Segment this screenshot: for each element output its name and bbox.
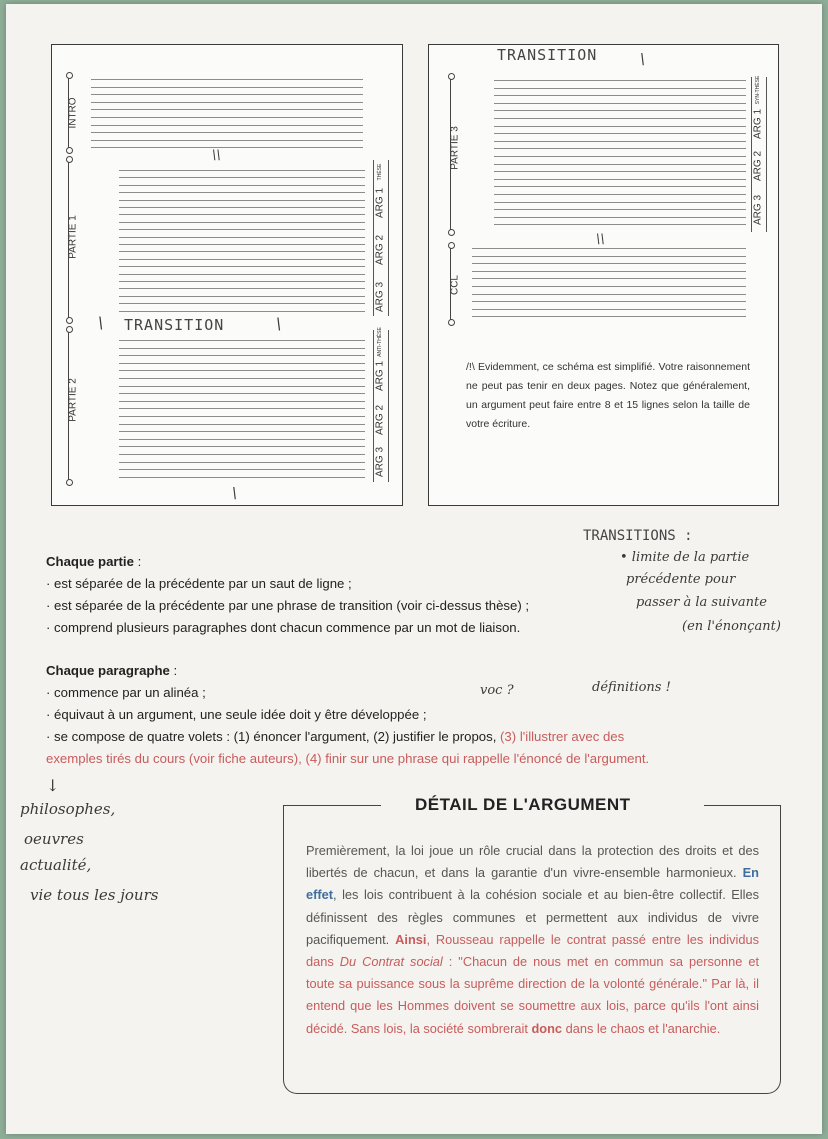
arg-p3: , Rousseau rappelle le contrat passé entre les individus dans	[306, 931, 759, 970]
ruled-line	[494, 209, 746, 210]
partie-1-label: PARTIE 1	[67, 215, 79, 259]
ruled-line	[494, 133, 746, 134]
ruled-line	[494, 164, 746, 165]
ruled-line	[472, 278, 746, 279]
ruled-line	[472, 271, 746, 272]
transition-slash-right: \	[640, 50, 646, 68]
ruled-line	[494, 118, 746, 119]
partie-2-bracket	[68, 330, 74, 482]
work-title: Du Contrat social	[339, 954, 443, 970]
argument-box-top-right	[704, 805, 781, 806]
ruled-line	[91, 79, 363, 80]
transition-slash-left-a: \	[98, 313, 104, 332]
argument-box-top-left	[283, 805, 381, 806]
volets-line-2-end: (4) finir sur une phrase qui rappelle l'énoncé de l'argument.	[301, 751, 650, 766]
ruled-line	[472, 286, 746, 287]
skip-mark-1: \\	[212, 148, 221, 163]
p1-arg-1-label: ARG 1	[374, 187, 386, 219]
definitions-note: définitions !	[592, 680, 671, 695]
ruled-line	[119, 431, 365, 432]
ruled-line	[494, 110, 746, 111]
donc-connector: donc	[531, 1020, 563, 1036]
argument-paragraph	[306, 840, 759, 1040]
ruled-line	[119, 340, 365, 341]
ruled-line	[119, 288, 365, 289]
ruled-line	[119, 229, 365, 230]
ruled-line	[119, 378, 365, 379]
examples-note-1: philosophes,	[20, 800, 116, 818]
chaque-paragraphe-heading	[46, 663, 177, 678]
ruled-line	[494, 148, 746, 149]
syn-these-tag: SYN-THÈSE	[755, 75, 761, 105]
skip-mark-right: \\	[596, 232, 605, 247]
transitions-note-line-3: passer à la suivante	[636, 595, 767, 610]
ruled-line	[494, 217, 746, 218]
transition-handwritten-right: TRANSITION	[497, 46, 598, 64]
ruled-line	[91, 117, 363, 118]
anti-these-tag: ANTI-THÈSE	[377, 327, 383, 357]
ruled-line	[119, 207, 365, 208]
examples-note-4: vie tous les jours	[30, 886, 159, 904]
chaque-paragraphe-item-2: · équivaut à un argument, une seule idée doit y être développée ;	[46, 707, 427, 722]
diagram-note: /!\ Evidemment, ce schéma est simplifié. Votre raisonnement ne peut pas tenir en deux pages. Notez que généralement, un argument peut faire entre 8 et 15 lignes selon la taille de votre écriture.	[466, 361, 750, 430]
ruled-line	[91, 140, 363, 141]
ruled-line	[119, 251, 365, 252]
p1-arg-2-label: ARG 2	[374, 234, 386, 266]
volets-line-2-red: exemples tirés du cours (voir fiche auteurs),	[46, 751, 302, 766]
left-page-diagram	[51, 44, 403, 506]
chaque-paragraphe-item-1: · commence par un alinéa ;	[46, 685, 206, 700]
ruled-line	[472, 316, 746, 317]
transitions-note-line-2: précédente pour	[626, 572, 736, 587]
ccl-bracket	[450, 246, 456, 322]
ruled-line	[119, 386, 365, 387]
ruled-line	[119, 454, 365, 455]
ruled-line	[119, 200, 365, 201]
ruled-line	[91, 87, 363, 88]
arg-p1: Premièrement, la loi joue un rôle crucial dans la protection des droits et des libertés de chacun, et dans la garantie d'un vivre-ensemble harmonieux.	[306, 843, 759, 881]
ruled-line	[119, 274, 365, 275]
ruled-line	[494, 88, 746, 89]
ruled-line	[119, 462, 365, 463]
ruled-line	[119, 244, 365, 245]
ruled-line	[91, 109, 363, 110]
argument-box-title: DÉTAIL DE L'ARGUMENT	[415, 795, 631, 814]
chaque-paragraphe-volets-line-2	[46, 751, 649, 766]
chaque-partie-title: Chaque partie	[46, 554, 134, 569]
ruled-line	[119, 170, 365, 171]
ruled-line	[119, 177, 365, 178]
ruled-line	[119, 214, 365, 215]
ruled-line	[119, 348, 365, 349]
ruled-line	[119, 296, 365, 297]
ainsi-connector: Ainsi	[395, 931, 427, 947]
ruled-line	[91, 147, 363, 148]
transitions-note-line-4: (en l'énonçant)	[682, 619, 781, 634]
ruled-line	[119, 370, 365, 371]
ruled-line	[119, 185, 365, 186]
ruled-line	[119, 237, 365, 238]
volets-line-1-red: (3) l'illustrer avec des	[496, 729, 625, 744]
chaque-paragraphe-colon: :	[169, 663, 178, 678]
arg-p4: : "Chacun de nous met en commun sa personne et toute sa puissance sous la suprême direction de la volonté générale." Par là, il entend que les Hommes doivent se soumettre aux lois, parce qu'ils l'ont ainsi décidé. Sans lois, la société sombrerait	[306, 954, 759, 1036]
ruled-line	[494, 95, 746, 96]
chaque-partie-item-1: · est séparée de la précédente par un saut de ligne ;	[46, 576, 352, 591]
transitions-note-line-1: • limite de la partie	[620, 550, 750, 565]
en-effet-connector: En effet	[306, 865, 759, 903]
examples-note-2: oeuvres	[24, 830, 84, 848]
ruled-line	[119, 281, 365, 282]
p3-arg-1-label: ARG 1	[752, 108, 764, 140]
partie-3-bracket	[450, 77, 456, 232]
ruled-line	[91, 102, 363, 103]
ruled-line	[494, 179, 746, 180]
ruled-line	[91, 125, 363, 126]
ruled-line	[494, 141, 746, 142]
ruled-line	[119, 355, 365, 356]
ruled-line	[472, 294, 746, 295]
chaque-paragraphe-volets-line-1	[46, 729, 624, 744]
ruled-line	[119, 393, 365, 394]
intro-bracket	[68, 76, 74, 150]
voc-note: voc ?	[480, 683, 514, 698]
ruled-line	[494, 202, 746, 203]
ruled-line	[119, 477, 365, 478]
ruled-line	[494, 103, 746, 104]
ruled-line	[494, 224, 746, 225]
ruled-line	[119, 446, 365, 447]
ruled-line	[119, 303, 365, 304]
ruled-line	[494, 186, 746, 187]
skip-mark-2: \	[232, 484, 238, 502]
chaque-paragraphe-title: Chaque paragraphe	[46, 663, 170, 678]
volets-line-1-start: · se compose de quatre volets : (1) énoncer l'argument, (2) justifier le propos,	[46, 729, 497, 744]
examples-note-3: actualité,	[20, 856, 92, 874]
these-tag: THÈSE	[377, 163, 383, 181]
ruled-line	[494, 171, 746, 172]
ruled-line	[91, 94, 363, 95]
chaque-partie-colon: :	[133, 554, 142, 569]
p2-arg-2-label: ARG 2	[374, 404, 386, 436]
ruled-line	[119, 408, 365, 409]
ruled-line	[494, 80, 746, 81]
ruled-line	[119, 222, 365, 223]
ruled-line	[472, 248, 746, 249]
p2-arg-3-label: ARG 3	[374, 446, 386, 478]
ruled-line	[494, 156, 746, 157]
transitions-note-title: TRANSITIONS :	[583, 528, 693, 544]
intro-label: INTRO	[67, 97, 79, 129]
ruled-line	[472, 309, 746, 310]
examples-arrow: ↓	[46, 776, 60, 795]
ruled-line	[91, 132, 363, 133]
p3-arg-3-label: ARG 3	[752, 194, 764, 226]
arg-p2: , les lois contribuent à la cohésion sociale et au bien-être collectif. Elles définissent des règles communes et permettent aux individus de vivre pacifiquement.	[306, 887, 759, 947]
ruled-line	[119, 401, 365, 402]
p3-arg-2-label: ARG 2	[752, 150, 764, 182]
transition-slash-left-b: \	[276, 314, 282, 333]
ruled-line	[119, 439, 365, 440]
ruled-line	[119, 311, 365, 312]
transition-handwritten-left: TRANSITION	[124, 316, 225, 334]
ruled-line	[119, 424, 365, 425]
arg-p5: dans le chaos et l'anarchie.	[562, 1020, 721, 1036]
ruled-line	[119, 192, 365, 193]
ruled-line	[494, 194, 746, 195]
ruled-line	[472, 263, 746, 264]
ruled-line	[119, 416, 365, 417]
ruled-line	[472, 256, 746, 257]
chaque-partie-item-3: · comprend plusieurs paragraphes dont chacun commence par un mot de liaison.	[46, 620, 521, 635]
p1-arg-3-label: ARG 3	[374, 281, 386, 313]
ruled-line	[119, 469, 365, 470]
ruled-line	[119, 259, 365, 260]
right-page-diagram	[428, 44, 779, 506]
ccl-label: CCL	[449, 274, 461, 296]
ruled-line	[119, 363, 365, 364]
ruled-line	[119, 266, 365, 267]
ruled-line	[472, 301, 746, 302]
chaque-partie-item-2: · est séparée de la précédente par une phrase de transition (voir ci-dessus thèse) ;	[46, 598, 530, 613]
partie-2-label: PARTIE 2	[67, 378, 79, 422]
ruled-line	[494, 126, 746, 127]
partie-3-label: PARTIE 3	[449, 126, 461, 170]
chaque-partie-heading	[46, 554, 141, 569]
partie-1-bracket	[68, 160, 74, 320]
p2-arg-1-label: ARG 1	[374, 360, 386, 392]
